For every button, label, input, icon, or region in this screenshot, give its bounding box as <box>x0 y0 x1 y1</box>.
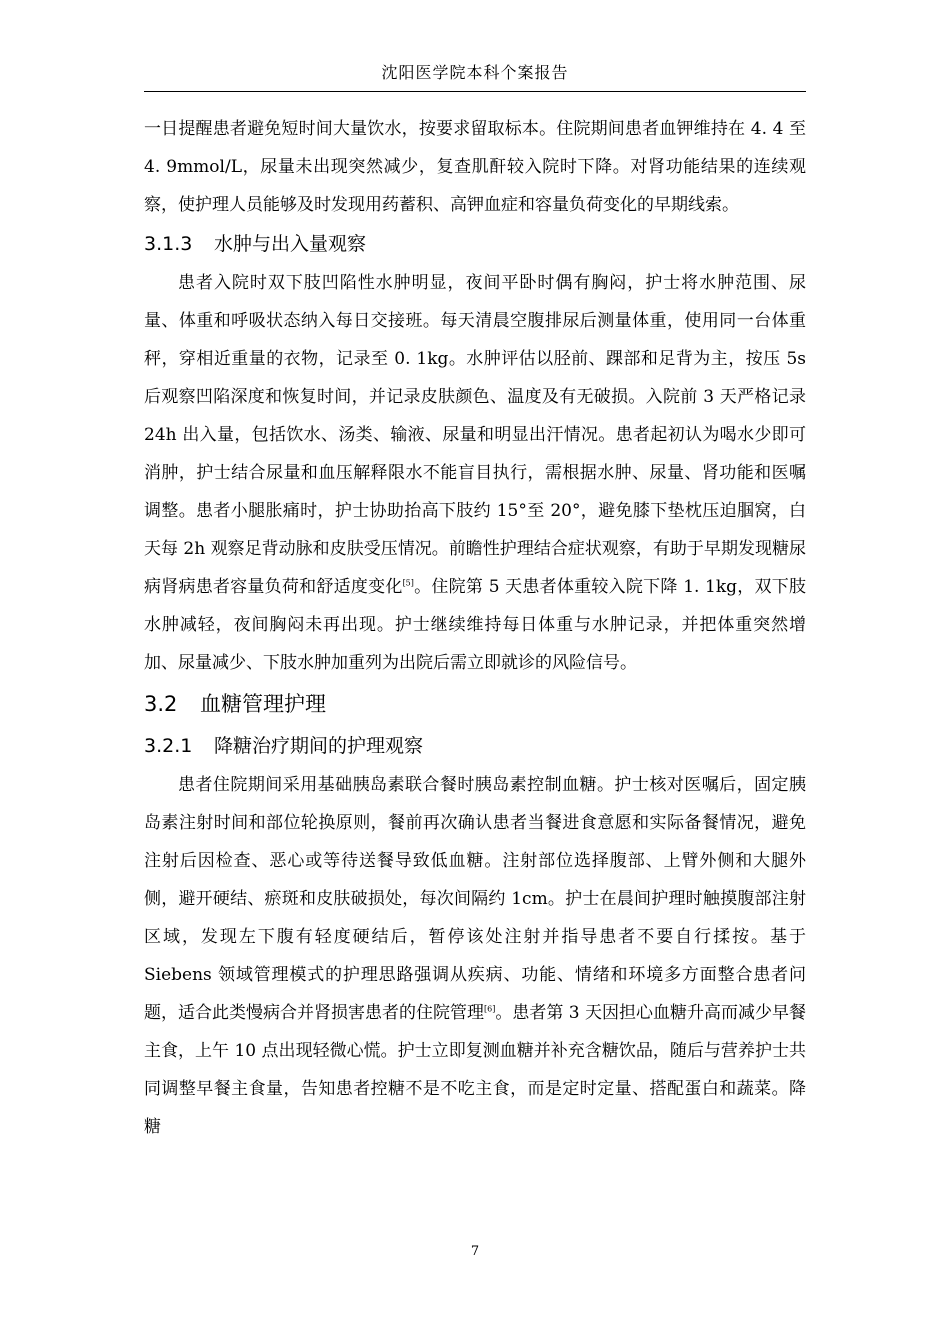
section-number: 3.2 <box>144 692 178 716</box>
paragraph-text: 。住院第 5 天患者体重较入院下降 1. 1kg，双下肢水肿减轻，夜间胸闷未再出现。护士继续维持每日体重与水肿记录，并把体重突然增加、尿量减少、下肢水肿加重列为出院后需立即就诊的风险信号。 <box>144 577 807 673</box>
page-body <box>144 110 806 1146</box>
section-title: 水肿与出入量观察 <box>214 233 367 255</box>
section-heading-3-1-3 <box>144 224 806 264</box>
paragraph-text: 患者入院时双下肢凹陷性水肿明显，夜间平卧时偶有胸闷，护士将水肿范围、尿量、体重和呼吸状态纳入每日交接班。每天清晨空腹排尿后测量体重，使用同一台体重秤，穿相近重量的衣物，记录至 0. 1kg。水肿评估以胫前、踝部和足背为主，按压 5s 后观察凹陷深度和恢复时间，并记录皮肤颜色、温度及有无破损。入院前 3 天严格记录 24h 出入量，包括饮水、汤类、输液、尿量和明显出汗情况。患者起初认为喝水少即可消肿，护士结合尿量和血压解释限水不能盲目执行，需根据水肿、尿量、肾功能和医嘱调整。患者小腿胀痛时，护士协助抬高下肢约 15°至 20°，避免膝下垫枕压迫腘窝，白天每 2h 观察足背动脉和皮肤受压情况。前瞻性护理结合症状观察，有助于早期发现糖尿病肾病患者容量负荷和舒适度变化 <box>144 273 806 597</box>
paragraph-continued: 一日提醒患者避免短时间大量饮水，按要求留取标本。住院期间患者血钾维持在 4. 4 至 4. 9mmol/L，尿量未出现突然减少，复查肌酐较入院时下降。对肾功能结果的连续观察，使护理人员能够及时发现用药蓄积、高钾血症和容量负荷变化的早期线索。 <box>144 119 806 215</box>
section-number: 3.1.3 <box>144 233 193 255</box>
section-heading-3-2-1 <box>144 726 806 766</box>
paragraph-glucose-nursing <box>144 766 806 1146</box>
paragraph-edema-observation <box>144 264 806 682</box>
section-title: 降糖治疗期间的护理观察 <box>214 735 424 757</box>
section-number: 3.2.1 <box>144 735 193 757</box>
header-divider <box>144 91 806 92</box>
running-header: 沈阳医学院本科个案报告 <box>381 63 569 82</box>
page-number: 7 <box>470 1244 480 1259</box>
citation-ref: [6] <box>484 1004 496 1014</box>
section-title: 血糖管理护理 <box>200 692 326 716</box>
paragraph-text: 。患者第 3 天因担心血糖升高而减少早餐主食，上午 10 点出现轻微心慌。护士立即复测血糖并补充含糖饮品，随后与营养护士共同调整早餐主食量，告知患者控糖不是不吃主食，而是定时定量、搭配蛋白和蔬菜。降糖 <box>144 1003 806 1137</box>
section-heading-3-2 <box>144 682 806 726</box>
citation-ref: [5] <box>402 578 414 588</box>
paragraph-text: 患者住院期间采用基础胰岛素联合餐时胰岛素控制血糖。护士核对医嘱后，固定胰岛素注射时间和部位轮换原则，餐前再次确认患者当餐进食意愿和实际备餐情况，避免注射后因检查、恶心或等待送餐导致低血糖。注射部位选择腹部、上臂外侧和大腿外侧，避开硬结、瘀斑和皮肤破损处，每次间隔约 1cm。护士在晨间护理时触摸腹部注射区域，发现左下腹有轻度硬结后，暂停该处注射并指导患者不要自行揉按。基于 Siebens 领域管理模式的护理思路强调从疾病、功能、情绪和环境多方面整合患者问题，适合此类慢病合并肾损害患者的住院管理 <box>144 775 806 1023</box>
